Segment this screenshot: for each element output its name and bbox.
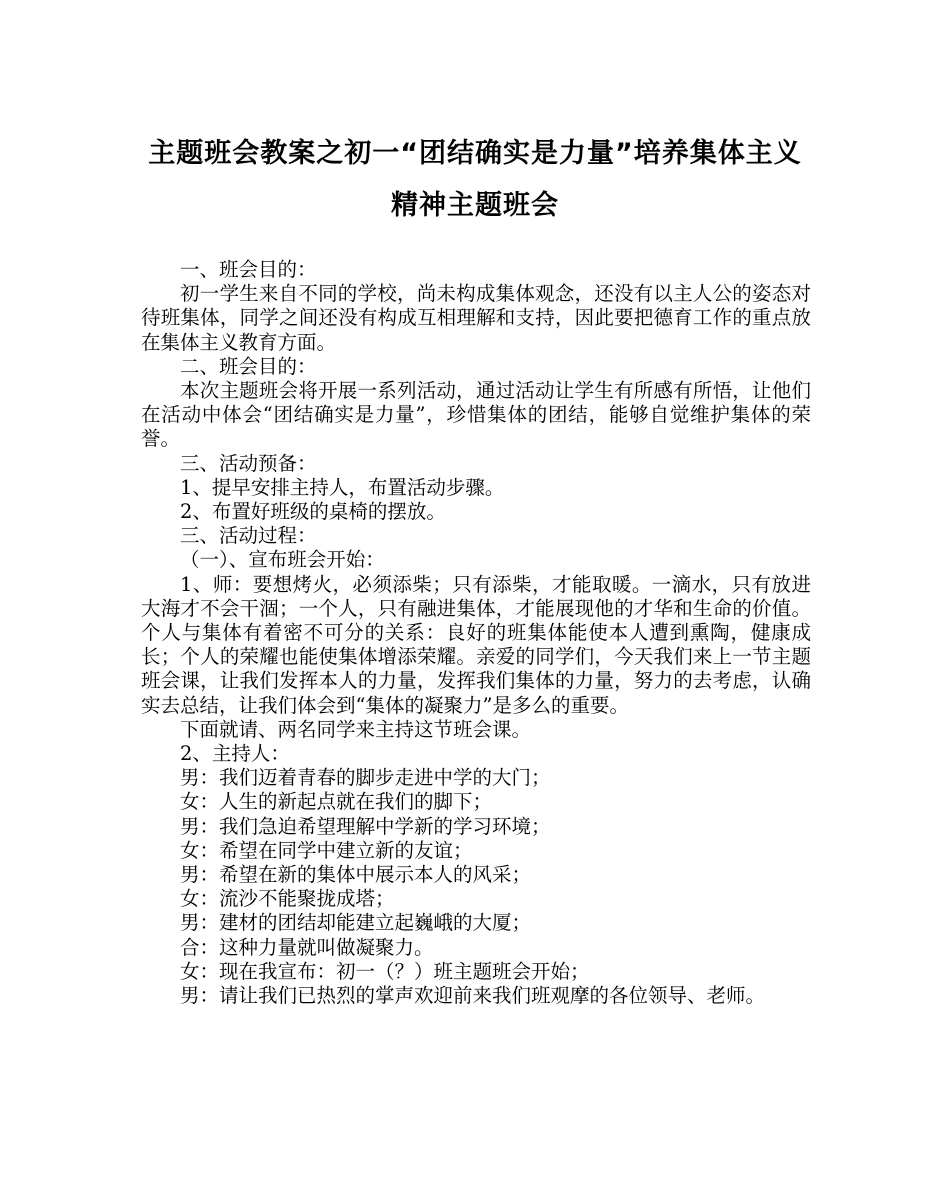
- list-item: 2、布置好班级的桌椅的摆放。: [180, 500, 446, 524]
- dialogue-line: 女：流沙不能聚拢成塔；: [180, 887, 395, 911]
- dialogue-line: 男：我们急迫希望理解中学新的学习环境；: [180, 814, 551, 838]
- list-item: 1、提早安排主持人，布置活动步骤。: [180, 475, 505, 499]
- dialogue-line: 男：希望在新的集体中展示本人的风采；: [180, 863, 532, 887]
- paragraph-purpose-1: 初一学生来自不同的学校，尚未构成集体观念，还没有以主人公的姿态对待班集体，同学之间还没有构成互相理解和支持，因此要把德育工作的重点放在集体主义教育方面。: [141, 282, 811, 354]
- title-line-1: 主题班会教案之初一“团结确实是力量”培养集体主义: [148, 138, 802, 169]
- subheading-hosts: 2、主持人：: [180, 742, 290, 766]
- heading-process: 三、活动过程：: [180, 524, 317, 548]
- heading-purpose-2: 二、班会目的：: [180, 354, 317, 378]
- dialogue-line: 男：请让我们已热烈的掌声欢迎前来我们班观摩的各位领导、老师。: [180, 984, 766, 1008]
- title-line-2: 精神主题班会: [391, 190, 559, 221]
- document-title: [110, 128, 840, 232]
- subheading-opening: （一）、宣布班会开始：: [180, 548, 385, 572]
- dialogue-line: 男：建材的团结却能建立起巍峨的大厦；: [180, 911, 532, 935]
- dialogue-line: 男：我们迈着青春的脚步走进中学的大门；: [180, 766, 551, 790]
- paragraph-teacher-speech: 1、师：要想烤火，必须添柴；只有添柴，才能取暖。一滴水，只有放进大海才不会干涸；一个人，只有融进集体，才能展现他的才华和生命的价值。个人与集体有着密不可分的关系：良好的班集体能使本人遭到熏陶，健康成长；个人的荣耀也能使集体增添荣耀。亲爱的同学们，今天我们来上一节主题班会课，让我们发挥本人的力量，发挥我们集体的力量，努力的去考虑，认确实去总结，让我们体会到“集体的凝聚力”是多么的重要。: [141, 572, 811, 717]
- dialogue-line: 女：现在我宣布：初一（？）班主题班会开始；: [180, 959, 590, 983]
- document-body: [141, 258, 811, 1008]
- paragraph-purpose-2: 本次主题班会将开展一系列活动，通过活动让学生有所感有所悟，让他们在活动中体会“团结确实是力量”，珍惜集体的团结，能够自觉维护集体的荣誉。: [141, 379, 811, 451]
- paragraph-host-intro: 下面就请、两名同学来主持这节班会课。: [180, 717, 532, 741]
- heading-preparation: 三、活动预备：: [180, 451, 317, 475]
- heading-purpose-1: 一、班会目的：: [180, 258, 317, 281]
- dialogue-line: 女：希望在同学中建立新的友谊；: [180, 838, 473, 862]
- dialogue-line: 女：人生的新起点就在我们的脚下；: [180, 790, 493, 814]
- dialogue-line: 合：这种力量就叫做凝聚力。: [180, 935, 434, 959]
